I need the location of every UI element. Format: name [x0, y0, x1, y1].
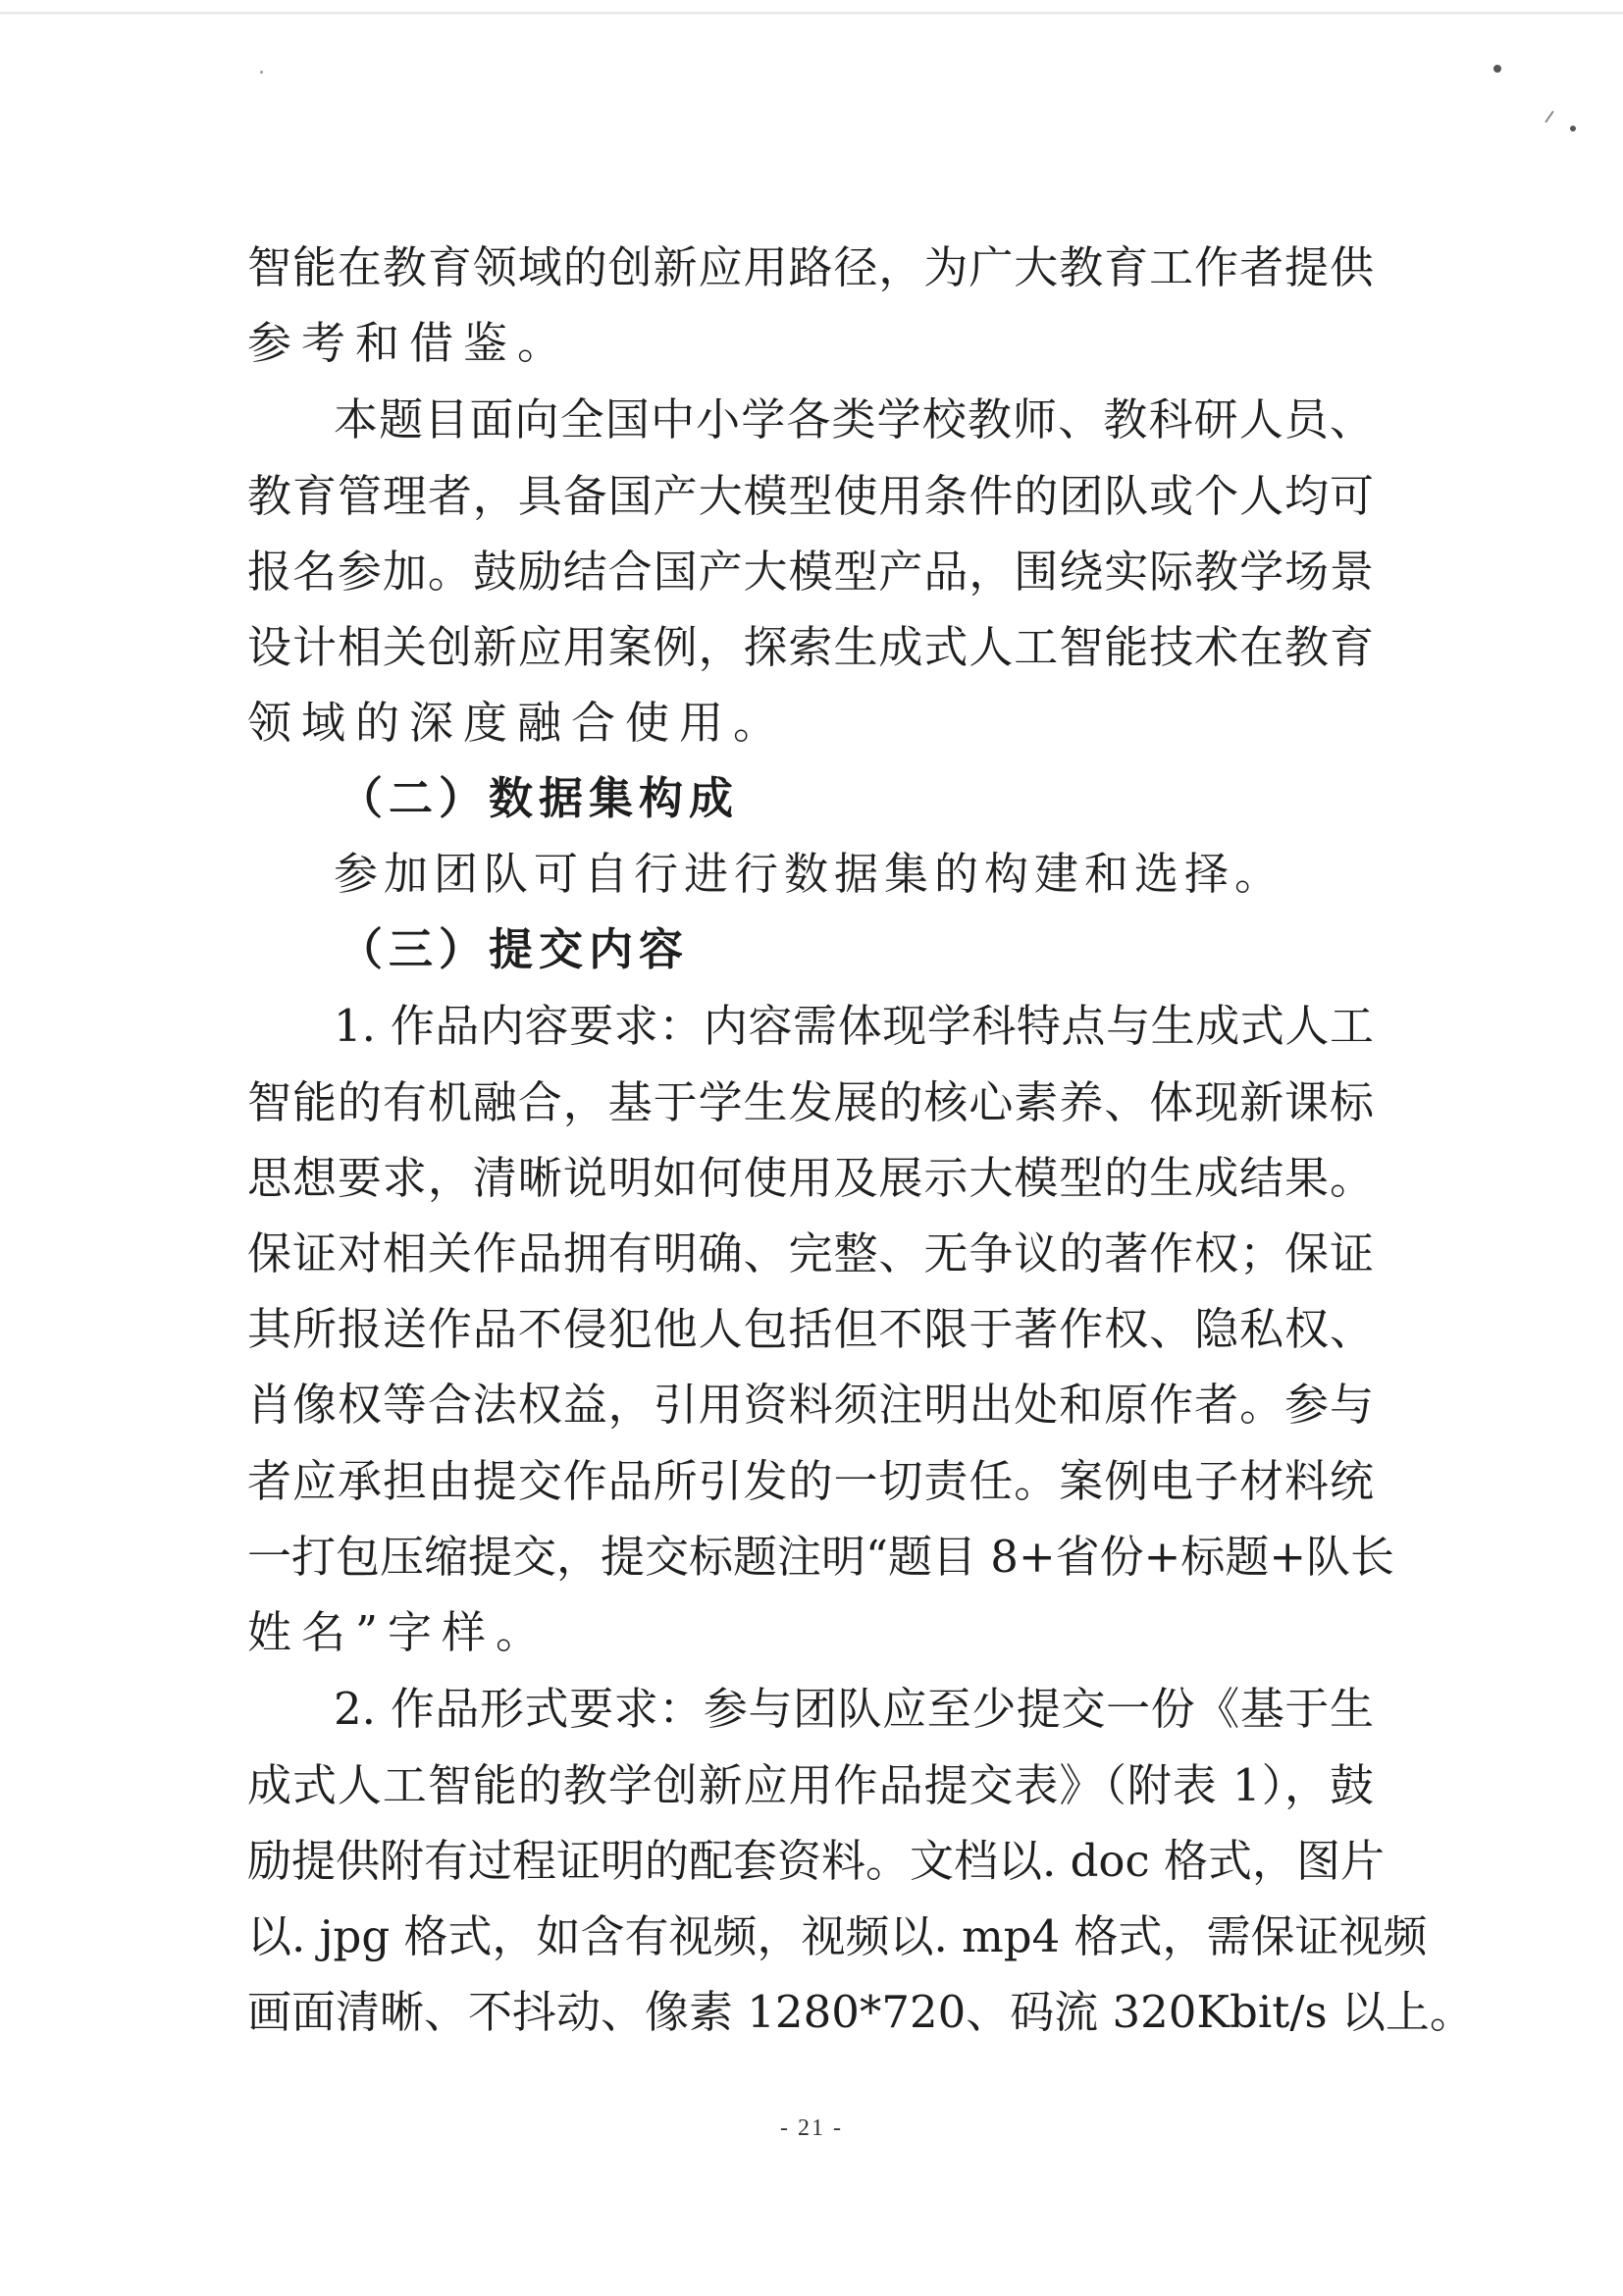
paragraph-line: 者应承担由提交作品所引发的一切责任。案例电子材料统: [247, 1455, 1374, 1507]
scan-speck: [1570, 126, 1576, 131]
paragraph-line: 成式人工智能的教学创新应用作品提交表》（附表 1），鼓: [247, 1759, 1374, 1811]
paragraph-line: 一打包压缩提交，提交标题注明“题目 8+省份+标题+队长: [247, 1531, 1395, 1583]
paragraph-line: 报名参加。鼓励结合国产大模型产品，围绕实际教学场景: [247, 546, 1374, 598]
paragraph-line: 画面清晰、不抖动、像素 1280*720、码流 320Kbit/s 以上。: [247, 1986, 1474, 2038]
paragraph-line: 参考和借鉴。: [247, 317, 572, 369]
scan-speck: [1544, 111, 1554, 124]
paragraph-line: 参加团队可自行进行数据集的构建和选择。: [334, 848, 1285, 900]
section-heading: （二）数据集构成: [339, 772, 740, 824]
section-heading: （三）提交内容: [339, 923, 690, 975]
paragraph-line: 1. 作品内容要求：内容需体现学科特点与生成式人工: [334, 1000, 1374, 1052]
paragraph-line: 教育管理者，具备国产大模型使用条件的团队或个人均可: [247, 470, 1374, 522]
paragraph-line: 姓名”字样。: [247, 1606, 550, 1658]
paragraph-line: 其所报送作品不侵犯他人包括但不限于著作权、隐私权、: [247, 1303, 1374, 1355]
paragraph-line: 智能的有机融合，基于学生发展的核心素养、体现新课标: [247, 1076, 1374, 1128]
paragraph-line: 励提供附有过程证明的配套资料。文档以. doc 格式，图片: [247, 1835, 1386, 1887]
scan-top-edge: [0, 12, 1623, 15]
page-number: - 21 -: [780, 2115, 843, 2141]
scan-speck: [260, 71, 263, 74]
paragraph-line: 本题目面向全国中小学各类学校教师、教科研人员、: [334, 393, 1374, 445]
paragraph-line: 保证对相关作品拥有明确、完整、无争议的著作权；保证: [247, 1227, 1374, 1279]
paragraph-line: 以. jpg 格式，如含有视频，视频以. mp4 格式，需保证视频: [247, 1910, 1428, 1962]
paragraph-line: 思想要求，清晰说明如何使用及展示大模型的生成结果。: [247, 1152, 1374, 1204]
paragraph-line: 智能在教育领域的创新应用路径，为广大教育工作者提供: [247, 241, 1374, 293]
paragraph-line: 设计相关创新应用案例，探索生成式人工智能技术在教育: [247, 621, 1374, 673]
paragraph-line: 肖像权等合法权益，引用资料须注明出处和原作者。参与: [247, 1379, 1374, 1431]
paragraph-line: 2. 作品形式要求：参与团队应至少提交一份《基于生: [334, 1683, 1374, 1735]
paragraph-line: 领域的深度融合使用。: [247, 697, 788, 749]
scan-speck: [1493, 65, 1501, 73]
